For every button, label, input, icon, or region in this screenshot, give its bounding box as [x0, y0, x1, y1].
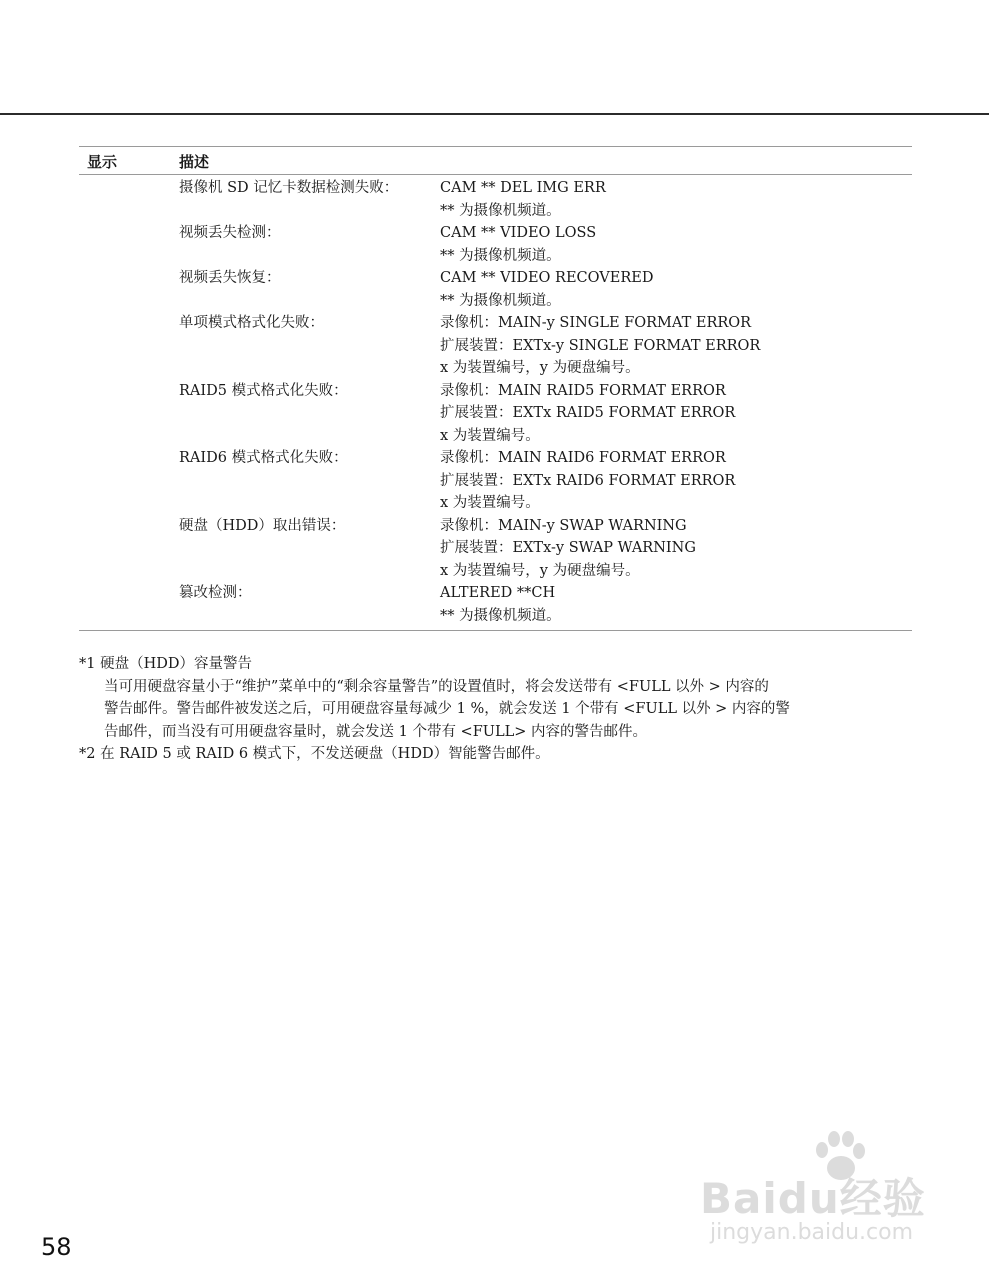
- row-message-line: 扩展装置：EXTx RAID6 FORMAT ERROR: [440, 472, 736, 489]
- row-description: RAID5 模式格式化失败：: [179, 382, 348, 399]
- footnote-1-line: 警告邮件。警告邮件被发送之后，可用硬盘容量每减少 1 %，就会发送 1 个带有 <FULL 以外 > 内容的警: [104, 701, 790, 717]
- footnote-1-line: 当可用硬盘容量小于“维护”菜单中的“剩余容量警告”的设置值时，将会发送带有 <FULL 以外 > 内容的: [104, 678, 769, 695]
- row-message-line: x 为装置编号。: [440, 495, 540, 511]
- row-message-line: ALTERED **CH: [440, 585, 556, 601]
- row-message-line: x 为装置编号，y 为硬盘编号。: [440, 360, 640, 376]
- top-rule: [0, 113, 989, 115]
- row-message-cell: [440, 447, 912, 515]
- event-table: [79, 146, 912, 631]
- table-header: [79, 147, 912, 175]
- row-description-cell: [79, 515, 440, 583]
- row-description: 摄像机 SD 记忆卡数据检测失败：: [179, 180, 399, 196]
- table-row: [79, 515, 912, 583]
- row-message-line: ** 为摄像机频道。: [440, 202, 561, 219]
- row-message-line: 扩展装置：EXTx RAID5 FORMAT ERROR: [440, 405, 736, 421]
- table-row: [79, 380, 912, 448]
- row-description-cell: [79, 267, 440, 312]
- row-message-line: 录像机：MAIN-y SWAP WARNING: [440, 517, 687, 534]
- row-message-line: 录像机：MAIN RAID6 FORMAT ERROR: [440, 450, 726, 466]
- row-description: 篡改检测：: [179, 585, 252, 601]
- baidu-watermark: [700, 1130, 940, 1245]
- row-description-cell: [79, 582, 440, 627]
- row-message-cell: [440, 312, 912, 380]
- footnote-2: *2 在 RAID 5 或 RAID 6 模式下，不发送硬盘（HDD）智能警告邮件。: [79, 746, 550, 762]
- row-description: 单项模式格式化失败：: [179, 315, 324, 331]
- table-row: [79, 177, 912, 222]
- row-message-line: ** 为摄像机频道。: [440, 292, 561, 309]
- row-description: RAID6 模式格式化失败：: [179, 450, 348, 466]
- footnote-1-title: *1 硬盘（HDD）容量警告: [79, 656, 252, 672]
- header-description: 描述: [179, 153, 210, 171]
- row-message-line: x 为装置编号，y 为硬盘编号。: [440, 562, 640, 579]
- footnotes: [79, 653, 914, 766]
- row-description-cell: [79, 312, 440, 380]
- row-message-line: ** 为摄像机频道。: [440, 247, 561, 264]
- row-description: 硬盘（HDD）取出错误：: [179, 517, 346, 534]
- table-row: [79, 582, 912, 627]
- table-row: [79, 447, 912, 515]
- row-message-line: CAM ** VIDEO RECOVERED: [440, 270, 654, 286]
- row-message-line: ** 为摄像机频道。: [440, 607, 561, 624]
- row-message-line: CAM ** DEL IMG ERR: [440, 180, 606, 196]
- table-row: [79, 222, 912, 267]
- table-row: [79, 267, 912, 312]
- row-description-cell: [79, 177, 440, 222]
- page-number: 58: [41, 1233, 72, 1261]
- row-message-line: 录像机：MAIN RAID5 FORMAT ERROR: [440, 382, 726, 399]
- row-message-cell: [440, 582, 912, 627]
- row-message-line: x 为装置编号。: [440, 427, 540, 444]
- row-description-cell: [79, 447, 440, 515]
- row-message-cell: [440, 380, 912, 448]
- row-message-cell: [440, 177, 912, 222]
- watermark-brand: Baidu经验: [700, 1174, 926, 1223]
- row-description: 视频丢失检测：: [179, 225, 281, 241]
- row-description-cell: [79, 222, 440, 267]
- footnote-1-line: 告邮件，而当没有可用硬盘容量时，就会发送 1 个带有 <FULL> 内容的警告邮件。: [104, 723, 647, 740]
- table-row: [79, 312, 912, 380]
- row-message-cell: [440, 515, 912, 583]
- row-message-cell: [440, 267, 912, 312]
- row-message-line: 扩展装置：EXTx-y SWAP WARNING: [440, 540, 696, 556]
- watermark-url: jingyan.baidu.com: [710, 1220, 914, 1245]
- row-message-line: 扩展装置：EXTx-y SINGLE FORMAT ERROR: [440, 337, 761, 354]
- row-message-line: CAM ** VIDEO LOSS: [440, 225, 597, 241]
- row-message-cell: [440, 222, 912, 267]
- header-display: 显示: [87, 153, 118, 171]
- row-description: 视频丢失恢复：: [179, 270, 281, 286]
- table-body: [79, 175, 912, 630]
- row-message-line: 录像机：MAIN-y SINGLE FORMAT ERROR: [440, 315, 752, 331]
- row-description-cell: [79, 380, 440, 448]
